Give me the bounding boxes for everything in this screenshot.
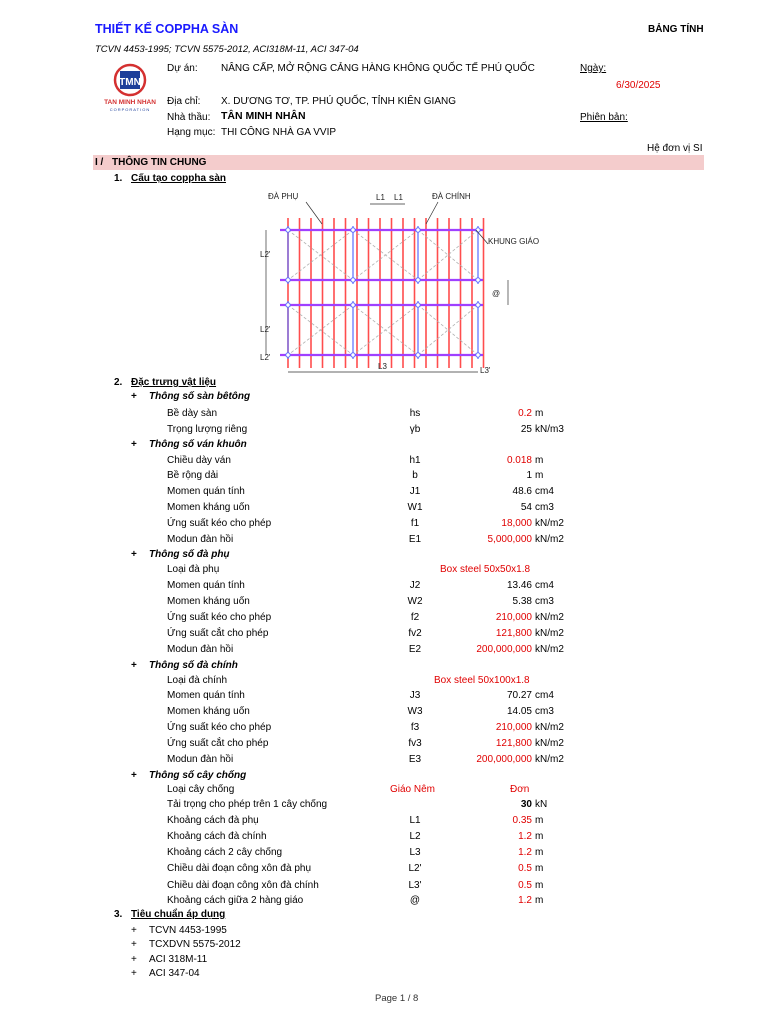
diagram-label: L3' xyxy=(480,366,491,375)
sub2-title: Đặc trưng vật liệu xyxy=(131,377,217,388)
sub1-title: Cấu tạo coppha sàn xyxy=(131,173,227,184)
parameter-unit: kN/m2 xyxy=(535,722,564,733)
diagram-label: L2' xyxy=(260,353,271,362)
parameter-value: 0.018 xyxy=(506,455,532,466)
scaffold-node xyxy=(476,353,480,357)
parameter-symbol: γb xyxy=(409,424,421,435)
standard-bullet: + xyxy=(131,968,137,979)
logo-mark-icon xyxy=(98,62,162,114)
parameter-label: Momen quán tính xyxy=(167,690,245,701)
parameter-unit: m xyxy=(535,863,544,874)
group-bullet: + xyxy=(131,391,137,402)
group-secondary-title: Thông số đà phụ xyxy=(149,549,230,560)
parameter-label: Momen kháng uốn xyxy=(167,706,250,717)
scaffold-node xyxy=(351,228,355,232)
group-prop-title: Thông số cây chống xyxy=(149,770,247,781)
parameter-unit: kN/m2 xyxy=(535,754,564,765)
parameter-symbol: W2 xyxy=(407,596,423,607)
parameter-symbol: fv2 xyxy=(408,628,422,639)
leader-line xyxy=(426,202,438,224)
scaffold-node xyxy=(351,303,355,307)
parameter-label: Loại cây chống xyxy=(167,784,235,795)
parameter-symbol: W3 xyxy=(407,706,423,717)
project-value: NÂNG CẤP, MỞ RỘNG CẢNG HÀNG KHÔNG QUỐC TẾ PHÚ QUỐC xyxy=(221,63,535,74)
group-main-title: Thông số đà chính xyxy=(149,660,238,671)
sheet-label: BẢNG TÍNH xyxy=(648,24,704,35)
parameter-label: Chiều dày ván xyxy=(167,455,231,466)
item-label: Hạng mục: xyxy=(167,127,216,138)
document-title: THIẾT KẾ COPPHA SÀN xyxy=(95,22,239,36)
parameter-value: 121,800 xyxy=(495,628,532,639)
scaffold-node xyxy=(416,278,420,282)
parameter-symbol: E3 xyxy=(408,754,422,765)
parameter-label: Tải trọng cho phép trên 1 cây chống xyxy=(167,799,328,810)
parameter-unit: kN/m2 xyxy=(535,644,564,655)
parameter-symbol: b xyxy=(412,470,418,481)
parameter-unit: m xyxy=(535,880,544,891)
parameter-label: Chiều dài đoạn công xôn đà chính xyxy=(167,880,319,891)
group-bullet: + xyxy=(131,439,137,450)
diagram-label: ĐÀ PHỤ xyxy=(268,192,299,201)
parameter-label: Khoảng cách đà chính xyxy=(167,831,267,842)
standards-line: TCVN 4453-1995; TCVN 5575-2012, ACI318M-11, ACI 347-04 xyxy=(95,44,359,55)
parameter-label: Modun đàn hồi xyxy=(167,534,234,545)
diagram-label: L1 xyxy=(376,193,385,202)
parameter-symbol: J1 xyxy=(409,486,421,497)
parameter-symbol: f1 xyxy=(410,518,420,529)
sub1-number: 1. xyxy=(114,173,123,184)
group-concrete-title: Thông số sàn bêtông xyxy=(149,391,251,402)
parameter-unit: cm3 xyxy=(535,596,554,607)
parameter-value: 0.5 xyxy=(518,880,532,891)
parameter-label: Modun đàn hồi xyxy=(167,754,234,765)
standard-item: TCVN 4453-1995 xyxy=(149,925,227,936)
page-number: Page 1 / 8 xyxy=(375,993,419,1004)
scaffold-node xyxy=(286,303,290,307)
parameter-value: 1.2 xyxy=(518,847,532,858)
parameter-value: Box steel 50x100x1.8 xyxy=(434,675,530,686)
parameter-label: Bề dày sàn xyxy=(167,408,218,419)
parameter-unit: cm3 xyxy=(535,502,554,513)
parameter-value: 0.35 xyxy=(512,815,532,826)
parameter-label: Ứng suất cắt cho phép xyxy=(167,738,269,749)
parameter-value: 5,000,000 xyxy=(487,534,532,545)
parameter-label: Ứng suất kéo cho phép xyxy=(167,518,272,529)
company-logo xyxy=(98,62,162,114)
parameter-symbol: L2' xyxy=(408,863,422,874)
parameter-value: 18,000 xyxy=(501,518,532,529)
diagram-label: L2' xyxy=(260,325,271,334)
scaffold-node xyxy=(416,353,420,357)
parameter-unit: m xyxy=(535,455,544,466)
date-label: Ngày: xyxy=(580,63,607,74)
parameter-value: 70.27 xyxy=(506,690,532,701)
parameter-value: 13.46 xyxy=(506,580,532,591)
parameter-value: 1.2 xyxy=(518,895,532,906)
parameter-label: Momen kháng uốn xyxy=(167,502,250,513)
group-bullet: + xyxy=(131,770,137,781)
parameter-unit: m xyxy=(535,895,544,906)
parameter-value: 200,000,000 xyxy=(476,754,532,765)
parameter-unit: cm4 xyxy=(535,580,554,591)
parameter-symbol: J3 xyxy=(409,690,421,701)
diagram-label: @ xyxy=(492,289,501,298)
parameter-label: Ứng suất cắt cho phép xyxy=(167,628,269,639)
parameter-label: Khoảng cách 2 cây chống xyxy=(167,847,283,858)
item-value: THI CÔNG NHÀ GA VVIP xyxy=(221,127,337,138)
parameter-value: 0.5 xyxy=(518,863,532,874)
parameter-symbol: E2 xyxy=(408,644,422,655)
leader-line xyxy=(306,202,322,224)
contractor-value: TÂN MINH NHÂN xyxy=(221,110,306,122)
parameter-symbol: hs xyxy=(409,408,421,419)
parameter-value: 210,000 xyxy=(495,612,532,623)
parameter-value: 54 xyxy=(520,502,532,513)
scaffold-node xyxy=(416,303,420,307)
parameter-label: Loại đà chính xyxy=(167,675,228,686)
parameter-label: Khoảng cách đà phụ xyxy=(167,815,259,826)
address-value: X. DƯƠNG TƠ, TP. PHÚ QUỐC, TỈNH KIÊN GIANG xyxy=(221,96,456,107)
parameter-unit: kN/m2 xyxy=(535,612,564,623)
parameter-unit: m xyxy=(535,470,544,481)
date-value: 6/30/2025 xyxy=(616,80,661,91)
parameter-value: 5.38 xyxy=(512,596,532,607)
standard-bullet: + xyxy=(131,954,137,965)
parameter-symbol: fv3 xyxy=(408,738,422,749)
parameter-value: 25 xyxy=(520,424,532,435)
parameter-label: Loại đà phụ xyxy=(167,564,220,575)
svg-text:TAN MINH NHAN: TAN MINH NHAN xyxy=(104,99,156,106)
group-formwork-title: Thông số ván khuôn xyxy=(149,439,247,450)
parameter-value: 30 xyxy=(520,799,532,810)
parameter-unit: m xyxy=(535,831,544,842)
scaffold-node xyxy=(286,278,290,282)
standard-item: ACI 318M-11 xyxy=(149,954,208,965)
formwork-diagram xyxy=(258,190,548,382)
group-bullet: + xyxy=(131,660,137,671)
parameter-label: Momen kháng uốn xyxy=(167,596,250,607)
version-label: Phiên bản: xyxy=(580,112,628,123)
parameter-unit: m xyxy=(535,815,544,826)
parameter-unit: kN/m2 xyxy=(535,534,564,545)
standard-bullet: + xyxy=(131,939,137,950)
parameter-symbol: L1 xyxy=(409,815,421,826)
contractor-label: Nhà thầu: xyxy=(167,112,211,123)
units-note: Hệ đơn vị SI xyxy=(647,143,703,154)
parameter-unit: kN/m2 xyxy=(535,628,564,639)
parameter-unit: kN/m3 xyxy=(535,424,564,435)
parameter-value: 48.6 xyxy=(512,486,532,497)
diagram-label: L2' xyxy=(260,250,271,259)
parameter-label: Modun đàn hồi xyxy=(167,644,234,655)
standard-bullet: + xyxy=(131,925,137,936)
parameter-label: Bề rộng dải xyxy=(167,470,219,481)
scaffold-node xyxy=(416,228,420,232)
sub2-number: 2. xyxy=(114,377,123,388)
parameter-symbol: L2 xyxy=(409,831,421,842)
parameter-symbol: h1 xyxy=(409,455,421,466)
parameter-label: Khoảng cách giữa 2 hàng giáo xyxy=(167,895,304,906)
parameter-label: Trọng lượng riêng xyxy=(167,424,248,435)
scaffold-node xyxy=(476,303,480,307)
formwork-plan-drawing xyxy=(258,190,548,382)
parameter-value: 1 xyxy=(526,470,532,481)
svg-text:CORPORATION: CORPORATION xyxy=(109,107,151,112)
parameter-value-secondary: Đơn xyxy=(510,784,530,795)
parameter-unit: kN/m2 xyxy=(535,738,564,749)
parameter-label: Momen quán tính xyxy=(167,486,245,497)
parameter-symbol: f2 xyxy=(410,612,420,623)
parameter-unit: cm4 xyxy=(535,486,554,497)
sub3-title: Tiêu chuẩn áp dụng xyxy=(131,909,226,920)
section-number: I / xyxy=(95,157,104,168)
parameter-value: 0.2 xyxy=(518,408,532,419)
address-label: Địa chỉ: xyxy=(167,96,201,107)
parameter-symbol: J2 xyxy=(409,580,421,591)
parameter-symbol: E1 xyxy=(408,534,422,545)
scaffold-node xyxy=(351,278,355,282)
diagram-label: L3 xyxy=(378,362,387,371)
standard-item: ACI 347-04 xyxy=(149,968,200,979)
group-bullet: + xyxy=(131,549,137,560)
standard-item: TCXDVN 5575-2012 xyxy=(149,939,241,950)
parameter-value: 210,000 xyxy=(495,722,532,733)
section-title: THÔNG TIN CHUNG xyxy=(112,157,207,168)
parameter-unit: kN xyxy=(535,799,548,810)
parameter-value: 1.2 xyxy=(518,831,532,842)
scaffold-node xyxy=(351,353,355,357)
svg-text:TMN: TMN xyxy=(119,77,141,88)
parameter-unit: cm4 xyxy=(535,690,554,701)
parameter-unit: m xyxy=(535,408,544,419)
parameter-symbol: W1 xyxy=(407,502,423,513)
project-label: Dự án: xyxy=(167,63,198,74)
parameter-value: 200,000,000 xyxy=(476,644,532,655)
sub3-number: 3. xyxy=(114,909,123,920)
scaffold-node xyxy=(286,353,290,357)
diagram-label: KHUNG GIÁO xyxy=(488,237,540,246)
parameter-value: 14.05 xyxy=(506,706,532,717)
parameter-label: Momen quán tính xyxy=(167,580,245,591)
parameter-value: 121,800 xyxy=(495,738,532,749)
parameter-symbol: L3 xyxy=(409,847,421,858)
parameter-value: Box steel 50x50x1.8 xyxy=(440,564,531,575)
parameter-label: Ứng suất kéo cho phép xyxy=(167,722,272,733)
parameter-label: Chiều dài đoạn công xôn đà phụ xyxy=(167,863,312,874)
scaffold-node xyxy=(286,228,290,232)
parameter-unit: kN/m2 xyxy=(535,518,564,529)
parameter-symbol: f3 xyxy=(410,722,420,733)
diagram-label: ĐÀ CHÍNH xyxy=(432,192,471,201)
parameter-value: Giáo Nêm xyxy=(390,784,436,795)
diagram-label: L1 xyxy=(394,193,403,202)
parameter-unit: m xyxy=(535,847,544,858)
scaffold-node xyxy=(476,278,480,282)
parameter-symbol: L3' xyxy=(408,880,422,891)
parameter-symbol: @ xyxy=(409,895,421,906)
parameter-label: Ứng suất kéo cho phép xyxy=(167,612,272,623)
parameter-unit: cm3 xyxy=(535,706,554,717)
